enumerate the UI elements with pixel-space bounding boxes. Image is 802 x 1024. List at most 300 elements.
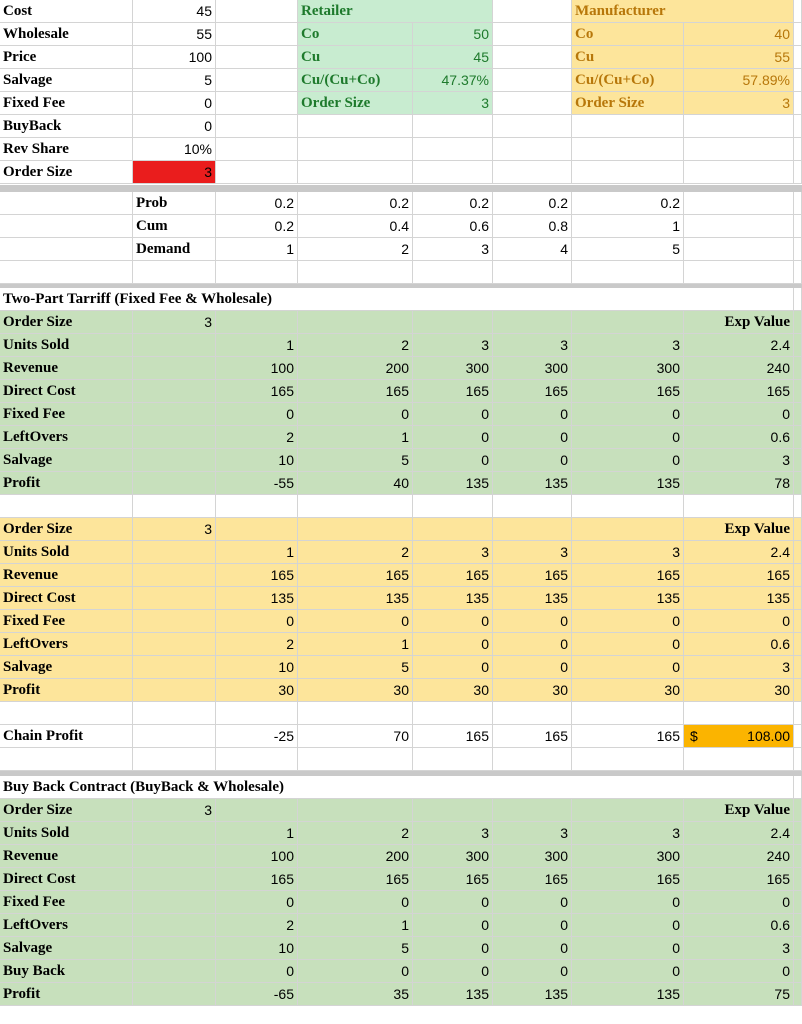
row-value[interactable]: 165	[216, 380, 298, 403]
row-value[interactable]: 2	[216, 914, 298, 937]
row-value[interactable]: 30	[493, 679, 572, 702]
cell[interactable]	[133, 748, 216, 771]
row-value[interactable]: 0	[413, 960, 493, 983]
row-value[interactable]: 10	[216, 937, 298, 960]
demand-value[interactable]: 0.4	[298, 215, 413, 238]
row-value[interactable]: 0	[493, 891, 572, 914]
exp-value-header[interactable]: Exp Value	[684, 799, 794, 822]
row-value[interactable]: 0	[493, 610, 572, 633]
row-value[interactable]: 165	[684, 868, 794, 891]
cell[interactable]	[493, 261, 572, 284]
param-label[interactable]: Price	[0, 46, 133, 69]
cell[interactable]	[572, 799, 684, 822]
row-value[interactable]: 165	[493, 564, 572, 587]
row-value[interactable]: 135	[572, 587, 684, 610]
param-value[interactable]: 45	[133, 0, 216, 23]
cell[interactable]	[572, 702, 684, 725]
cell[interactable]	[133, 380, 216, 403]
retailer-label[interactable]: Order Size	[298, 92, 413, 115]
param-value[interactable]: 55	[133, 23, 216, 46]
manufacturer-value[interactable]: 57.89%	[684, 69, 794, 92]
row-value[interactable]: 3	[493, 541, 572, 564]
cell[interactable]	[133, 845, 216, 868]
row-value[interactable]: 165	[493, 868, 572, 891]
cell[interactable]	[794, 845, 802, 868]
cell[interactable]	[216, 161, 298, 184]
cell[interactable]	[794, 656, 802, 679]
row-value[interactable]: 0	[572, 403, 684, 426]
cell[interactable]	[0, 748, 133, 771]
row-value[interactable]: 0	[216, 891, 298, 914]
demand-value[interactable]: 0.2	[572, 192, 684, 215]
demand-value[interactable]: 0.2	[413, 192, 493, 215]
row-label[interactable]: Fixed Fee	[0, 891, 133, 914]
row-value[interactable]: 100	[216, 845, 298, 868]
demand-label[interactable]: Prob	[133, 192, 216, 215]
row-value[interactable]: 0	[493, 937, 572, 960]
demand-value[interactable]: 4	[493, 238, 572, 261]
row-value[interactable]: 0	[493, 960, 572, 983]
cell[interactable]	[794, 238, 802, 261]
cell[interactable]	[794, 23, 802, 46]
retailer-value[interactable]: 50	[413, 23, 493, 46]
cell[interactable]	[493, 702, 572, 725]
row-label[interactable]: Direct Cost	[0, 380, 133, 403]
cell[interactable]	[794, 449, 802, 472]
retailer-title[interactable]: Retailer	[298, 0, 493, 23]
row-value[interactable]: 3	[572, 334, 684, 357]
row-value[interactable]: 135	[493, 587, 572, 610]
row-value[interactable]: 0	[493, 426, 572, 449]
row-value[interactable]: 0	[413, 426, 493, 449]
row-value[interactable]: 2	[216, 633, 298, 656]
row-value[interactable]: 0	[684, 960, 794, 983]
row-value[interactable]: 35	[298, 983, 413, 1006]
chain-profit-value[interactable]: 165	[413, 725, 493, 748]
row-value[interactable]: -55	[216, 472, 298, 495]
row-value[interactable]: 2	[298, 334, 413, 357]
exp-value-header[interactable]: Exp Value	[684, 311, 794, 334]
param-value[interactable]: 5	[133, 69, 216, 92]
cell[interactable]	[794, 426, 802, 449]
cell[interactable]	[794, 334, 802, 357]
cell[interactable]	[493, 495, 572, 518]
param-label[interactable]: Fixed Fee	[0, 92, 133, 115]
row-value[interactable]: 135	[413, 983, 493, 1006]
row-value[interactable]: 40	[298, 472, 413, 495]
cell[interactable]	[216, 799, 298, 822]
cell[interactable]	[298, 748, 413, 771]
manufacturer-value[interactable]: 55	[684, 46, 794, 69]
cell[interactable]	[684, 495, 794, 518]
demand-value[interactable]: 1	[216, 238, 298, 261]
demand-label[interactable]: Cum	[133, 215, 216, 238]
row-value[interactable]: 240	[684, 357, 794, 380]
retailer-label[interactable]: Cu/(Cu+Co)	[298, 69, 413, 92]
cell[interactable]	[572, 495, 684, 518]
row-value[interactable]: 165	[216, 564, 298, 587]
param-label[interactable]: Cost	[0, 0, 133, 23]
row-value[interactable]: 0	[216, 610, 298, 633]
cell[interactable]	[794, 403, 802, 426]
row-label[interactable]: Buy Back	[0, 960, 133, 983]
cell[interactable]	[572, 311, 684, 334]
cell[interactable]	[413, 161, 493, 184]
demand-value[interactable]: 3	[413, 238, 493, 261]
row-value[interactable]: 135	[684, 587, 794, 610]
row-value[interactable]: 135	[572, 472, 684, 495]
cell[interactable]	[493, 161, 572, 184]
cell[interactable]	[794, 587, 802, 610]
row-value[interactable]: 0	[493, 449, 572, 472]
row-label[interactable]: LeftOvers	[0, 426, 133, 449]
cell[interactable]	[493, 46, 572, 69]
chain-profit-label[interactable]: Chain Profit	[0, 725, 133, 748]
row-value[interactable]: 0	[684, 891, 794, 914]
row-label[interactable]: Salvage	[0, 937, 133, 960]
row-value[interactable]: 135	[493, 472, 572, 495]
row-value[interactable]: 0	[493, 656, 572, 679]
param-label[interactable]: Salvage	[0, 69, 133, 92]
row-value[interactable]: 0	[493, 633, 572, 656]
row-value[interactable]: 300	[493, 845, 572, 868]
row-value[interactable]: 75	[684, 983, 794, 1006]
demand-value[interactable]: 0.2	[298, 192, 413, 215]
row-value[interactable]: 0	[572, 449, 684, 472]
row-label[interactable]: Salvage	[0, 449, 133, 472]
cell[interactable]	[572, 115, 684, 138]
row-value[interactable]: 165	[413, 380, 493, 403]
cell[interactable]	[298, 138, 413, 161]
row-value[interactable]: 300	[572, 357, 684, 380]
cell[interactable]	[684, 161, 794, 184]
cell[interactable]	[794, 380, 802, 403]
row-value[interactable]: 165	[216, 868, 298, 891]
row-value[interactable]: 3	[493, 334, 572, 357]
demand-value[interactable]: 1	[572, 215, 684, 238]
cell[interactable]	[0, 495, 133, 518]
param-value[interactable]: 100	[133, 46, 216, 69]
cell[interactable]	[216, 518, 298, 541]
cell[interactable]	[133, 426, 216, 449]
row-value[interactable]: 10	[216, 656, 298, 679]
cell[interactable]	[794, 725, 802, 748]
cell[interactable]	[216, 46, 298, 69]
cell[interactable]	[133, 449, 216, 472]
cell[interactable]	[684, 215, 794, 238]
section-title[interactable]: Buy Back Contract (BuyBack & Wholesale)	[0, 776, 794, 799]
cell[interactable]	[298, 115, 413, 138]
cell[interactable]	[794, 192, 802, 215]
cell[interactable]	[0, 261, 133, 284]
cell[interactable]	[794, 937, 802, 960]
param-value[interactable]: 10%	[133, 138, 216, 161]
param-label[interactable]: BuyBack	[0, 115, 133, 138]
row-value[interactable]: 200	[298, 845, 413, 868]
cell[interactable]	[794, 161, 802, 184]
row-value[interactable]: 1	[216, 334, 298, 357]
row-value[interactable]: 3	[572, 541, 684, 564]
row-value[interactable]: 0	[298, 403, 413, 426]
order-size-label[interactable]: Order Size	[0, 799, 133, 822]
cell[interactable]	[794, 518, 802, 541]
cell[interactable]	[493, 138, 572, 161]
row-value[interactable]: 100	[216, 357, 298, 380]
cell[interactable]	[794, 776, 802, 799]
manufacturer-label[interactable]: Order Size	[572, 92, 684, 115]
row-value[interactable]: 165	[684, 564, 794, 587]
cell[interactable]	[216, 702, 298, 725]
cell[interactable]	[572, 748, 684, 771]
cell[interactable]	[794, 960, 802, 983]
row-value[interactable]: 300	[493, 357, 572, 380]
row-label[interactable]: Fixed Fee	[0, 403, 133, 426]
cell[interactable]	[794, 541, 802, 564]
manufacturer-label[interactable]: Cu	[572, 46, 684, 69]
row-value[interactable]: 165	[572, 564, 684, 587]
cell[interactable]	[133, 357, 216, 380]
row-value[interactable]: 2.4	[684, 334, 794, 357]
cell[interactable]	[794, 891, 802, 914]
cell[interactable]	[0, 192, 133, 215]
row-value[interactable]: 165	[413, 564, 493, 587]
row-value[interactable]: 0	[413, 633, 493, 656]
cell[interactable]	[794, 822, 802, 845]
row-value[interactable]: 0	[572, 891, 684, 914]
chain-profit-value[interactable]: 165	[493, 725, 572, 748]
cell[interactable]	[216, 115, 298, 138]
cell[interactable]	[794, 311, 802, 334]
demand-value[interactable]: 0.2	[216, 215, 298, 238]
row-label[interactable]: Units Sold	[0, 541, 133, 564]
cell[interactable]	[493, 115, 572, 138]
row-value[interactable]: 5	[298, 937, 413, 960]
row-value[interactable]: 0	[572, 960, 684, 983]
row-value[interactable]: 135	[493, 983, 572, 1006]
cell[interactable]	[216, 261, 298, 284]
cell[interactable]	[684, 702, 794, 725]
cell[interactable]	[493, 92, 572, 115]
row-value[interactable]: 3	[493, 822, 572, 845]
cell[interactable]	[216, 92, 298, 115]
cell[interactable]	[794, 92, 802, 115]
row-value[interactable]: 30	[216, 679, 298, 702]
cell[interactable]	[298, 161, 413, 184]
row-value[interactable]: 0	[493, 914, 572, 937]
cell[interactable]	[493, 311, 572, 334]
cell[interactable]	[133, 868, 216, 891]
cell[interactable]	[216, 23, 298, 46]
cell[interactable]	[794, 0, 802, 23]
row-value[interactable]: 0	[413, 610, 493, 633]
cell[interactable]	[794, 983, 802, 1006]
cell[interactable]	[133, 261, 216, 284]
row-label[interactable]: LeftOvers	[0, 914, 133, 937]
row-value[interactable]: 1	[298, 914, 413, 937]
cell[interactable]	[493, 748, 572, 771]
cell[interactable]	[133, 656, 216, 679]
row-value[interactable]: 300	[413, 357, 493, 380]
cell[interactable]	[794, 914, 802, 937]
cell[interactable]	[0, 215, 133, 238]
cell[interactable]	[493, 799, 572, 822]
cell[interactable]	[133, 983, 216, 1006]
cell[interactable]	[493, 69, 572, 92]
chain-profit-value[interactable]: -25	[216, 725, 298, 748]
cell[interactable]	[413, 702, 493, 725]
cell[interactable]	[794, 564, 802, 587]
section-title[interactable]: Two-Part Tarriff (Fixed Fee & Wholesale)	[0, 288, 794, 311]
row-value[interactable]: 3	[413, 541, 493, 564]
cell[interactable]	[298, 518, 413, 541]
row-value[interactable]: 0	[413, 403, 493, 426]
order-size-value[interactable]: 3	[133, 518, 216, 541]
cell[interactable]	[794, 357, 802, 380]
cell[interactable]	[684, 261, 794, 284]
row-value[interactable]: 0	[684, 403, 794, 426]
order-size-value[interactable]: 3	[133, 799, 216, 822]
row-label[interactable]: Direct Cost	[0, 868, 133, 891]
demand-value[interactable]: 0.2	[493, 192, 572, 215]
row-value[interactable]: 3	[684, 656, 794, 679]
order-size-label[interactable]: Order Size	[0, 518, 133, 541]
row-value[interactable]: 0	[413, 656, 493, 679]
row-value[interactable]: 0	[572, 914, 684, 937]
row-value[interactable]: 2	[216, 426, 298, 449]
cell[interactable]	[413, 115, 493, 138]
row-value[interactable]: 0	[298, 960, 413, 983]
cell[interactable]	[216, 311, 298, 334]
cell[interactable]	[794, 679, 802, 702]
row-value[interactable]: 0	[413, 891, 493, 914]
row-value[interactable]: 3	[413, 334, 493, 357]
row-value[interactable]: 0	[572, 937, 684, 960]
cell[interactable]	[133, 914, 216, 937]
cell[interactable]	[794, 868, 802, 891]
chain-profit-value[interactable]: 165	[572, 725, 684, 748]
row-value[interactable]: 165	[684, 380, 794, 403]
cell[interactable]	[298, 799, 413, 822]
demand-value[interactable]: 5	[572, 238, 684, 261]
cell[interactable]	[493, 23, 572, 46]
cell[interactable]	[413, 799, 493, 822]
retailer-label[interactable]: Co	[298, 23, 413, 46]
cell[interactable]	[133, 633, 216, 656]
row-value[interactable]: 135	[413, 587, 493, 610]
row-value[interactable]: 0.6	[684, 426, 794, 449]
cell[interactable]	[794, 69, 802, 92]
row-label[interactable]: Profit	[0, 472, 133, 495]
retailer-value[interactable]: 3	[413, 92, 493, 115]
exp-value-header[interactable]: Exp Value	[684, 518, 794, 541]
row-label[interactable]: Profit	[0, 983, 133, 1006]
row-value[interactable]: 135	[298, 587, 413, 610]
row-value[interactable]: 5	[298, 656, 413, 679]
cell[interactable]	[794, 495, 802, 518]
order-size-value[interactable]: 3	[133, 311, 216, 334]
row-value[interactable]: 3	[684, 449, 794, 472]
cell[interactable]	[684, 138, 794, 161]
row-value[interactable]: 2.4	[684, 822, 794, 845]
cell[interactable]	[794, 799, 802, 822]
cell[interactable]	[413, 495, 493, 518]
row-value[interactable]: 1	[298, 633, 413, 656]
row-value[interactable]: 0	[572, 633, 684, 656]
row-value[interactable]: 0	[572, 426, 684, 449]
cell[interactable]	[0, 238, 133, 261]
cell[interactable]	[794, 115, 802, 138]
row-value[interactable]: 30	[684, 679, 794, 702]
row-value[interactable]: 135	[413, 472, 493, 495]
row-value[interactable]: 2	[298, 822, 413, 845]
row-value[interactable]: 135	[216, 587, 298, 610]
cell[interactable]	[133, 403, 216, 426]
cell[interactable]	[216, 69, 298, 92]
cell[interactable]	[794, 610, 802, 633]
row-value[interactable]: 165	[298, 380, 413, 403]
order-size-label[interactable]: Order Size	[0, 311, 133, 334]
row-value[interactable]: 0	[493, 403, 572, 426]
row-value[interactable]: 30	[298, 679, 413, 702]
cell[interactable]	[133, 564, 216, 587]
row-value[interactable]: 0	[216, 403, 298, 426]
cell[interactable]	[133, 334, 216, 357]
row-value[interactable]: 0	[413, 937, 493, 960]
row-value[interactable]: 78	[684, 472, 794, 495]
cell[interactable]	[298, 702, 413, 725]
cell[interactable]	[133, 960, 216, 983]
cell[interactable]	[684, 748, 794, 771]
row-label[interactable]: Salvage	[0, 656, 133, 679]
chain-profit-exp[interactable]	[684, 725, 794, 748]
cell[interactable]	[133, 702, 216, 725]
cell[interactable]	[216, 748, 298, 771]
demand-value[interactable]: 2	[298, 238, 413, 261]
cell[interactable]	[794, 748, 802, 771]
cell[interactable]	[0, 702, 133, 725]
cell[interactable]	[794, 288, 802, 311]
cell[interactable]	[298, 495, 413, 518]
cell[interactable]	[298, 261, 413, 284]
cell[interactable]	[216, 495, 298, 518]
order-size-input[interactable]: 3	[133, 161, 216, 184]
cell[interactable]	[133, 725, 216, 748]
cell[interactable]	[133, 937, 216, 960]
cell[interactable]	[413, 518, 493, 541]
cell[interactable]	[794, 261, 802, 284]
row-value[interactable]: -65	[216, 983, 298, 1006]
demand-value[interactable]: 0.2	[216, 192, 298, 215]
row-value[interactable]: 3	[572, 822, 684, 845]
cell[interactable]	[413, 261, 493, 284]
row-value[interactable]: 0	[298, 891, 413, 914]
cell[interactable]	[413, 138, 493, 161]
cell[interactable]	[216, 0, 298, 23]
row-value[interactable]: 5	[298, 449, 413, 472]
cell[interactable]	[794, 46, 802, 69]
cell[interactable]	[572, 518, 684, 541]
row-value[interactable]: 0	[684, 610, 794, 633]
row-label[interactable]: Direct Cost	[0, 587, 133, 610]
row-value[interactable]: 240	[684, 845, 794, 868]
cell[interactable]	[794, 138, 802, 161]
row-value[interactable]: 1	[216, 541, 298, 564]
row-label[interactable]: Units Sold	[0, 334, 133, 357]
row-value[interactable]: 0	[298, 610, 413, 633]
cell[interactable]	[133, 891, 216, 914]
row-value[interactable]: 300	[572, 845, 684, 868]
row-value[interactable]: 2	[298, 541, 413, 564]
